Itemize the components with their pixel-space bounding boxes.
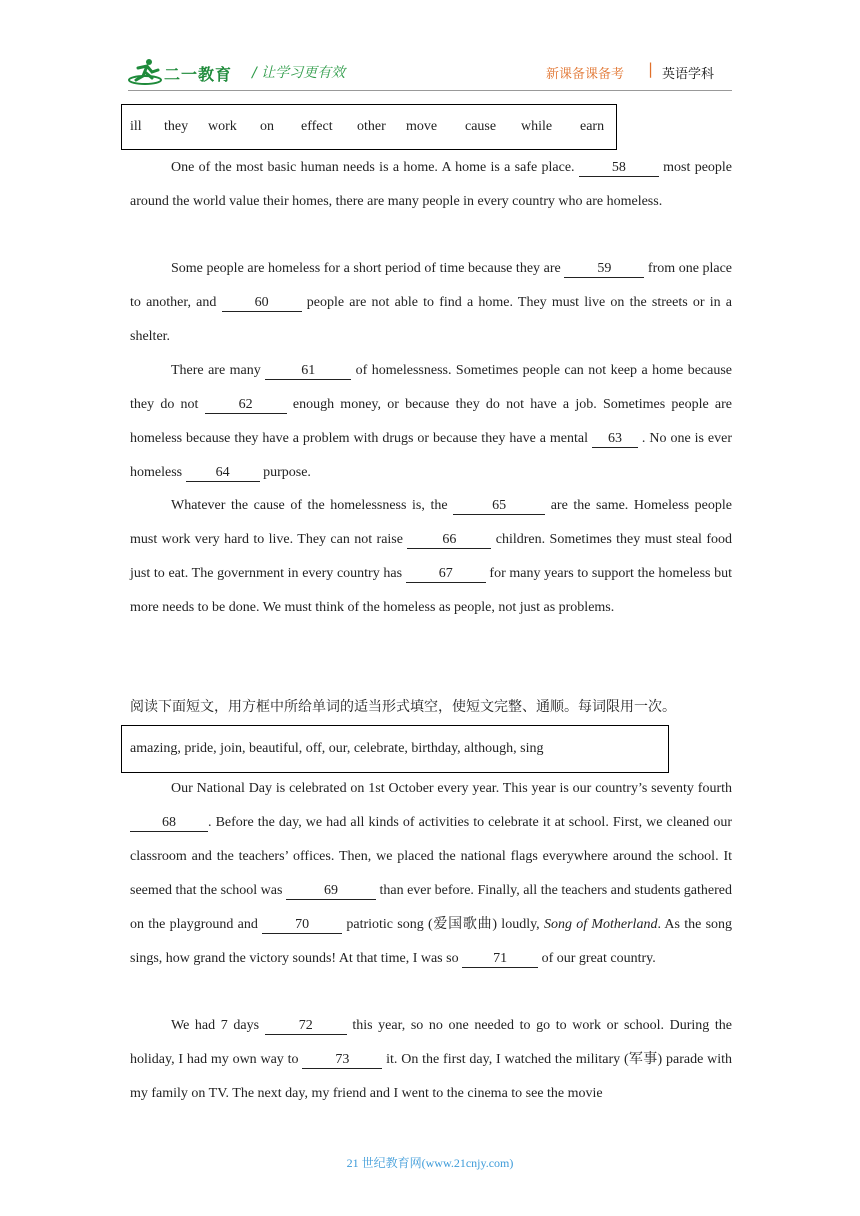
- paragraph: [130, 1009, 732, 1111]
- text-run: . No one is ever homeless: [130, 431, 732, 480]
- text-run: Whatever the cause of the homelessness is, the: [171, 498, 448, 513]
- answer-blank[interactable]: 65: [453, 498, 545, 515]
- answer-blank[interactable]: 61: [265, 363, 351, 380]
- answer-blank[interactable]: 67: [406, 566, 486, 583]
- paragraph: [130, 489, 732, 625]
- answer-blank[interactable]: 62: [205, 397, 287, 414]
- text-run: . As the song sings, how grand the victory sounds! At that time, I was so: [130, 917, 733, 966]
- text-run: people are not able to find a home. They must live on the streets or in a shelter.: [130, 295, 732, 344]
- answer-blank[interactable]: 58: [579, 160, 659, 177]
- text-run: There are many: [171, 363, 261, 378]
- logo: [128, 56, 248, 90]
- text-run: children. Sometimes they must steal food just to eat. The government in every country has: [130, 532, 733, 581]
- runner-logo-icon: [128, 56, 162, 86]
- subject-label: 英语学科: [662, 67, 715, 82]
- header-label: 新课备课备考: [546, 67, 625, 82]
- word-item: effect: [301, 119, 333, 134]
- header-divider: [128, 90, 732, 91]
- word-item: cause: [465, 119, 497, 134]
- text-run: of our great country.: [541, 951, 656, 966]
- word-item: on: [260, 119, 274, 134]
- text-run: We had 7 days: [171, 1018, 260, 1033]
- word-item: while: [521, 119, 553, 134]
- text-run: Our National Day is celebrated on 1st October every year. This year is our country’s seventy fourth: [171, 781, 732, 796]
- text-run: . Before the day, we had all kinds of activities to celebrate it at school. First, we cleaned our classroom and the teachers’ offices. Then, we placed the national flags everywhere around the school. It seemed that the school was: [130, 815, 732, 898]
- text-run: from one place to another, and: [130, 261, 733, 310]
- text-run: One of the most basic human needs is a home. A home is a safe place.: [171, 160, 575, 175]
- text-run: of homelessness. Sometimes people can not keep a home because they do not: [130, 363, 733, 412]
- word-item: work: [208, 119, 237, 134]
- song-title: Song of Motherland: [543, 917, 658, 932]
- answer-blank[interactable]: 71: [462, 951, 538, 968]
- answer-blank[interactable]: 63: [592, 431, 638, 448]
- word-box-1: [121, 104, 617, 150]
- word-item: earn: [580, 119, 605, 134]
- answer-blank[interactable]: 70: [262, 917, 342, 934]
- answer-blank[interactable]: 60: [222, 295, 302, 312]
- word-item: ill: [130, 119, 142, 134]
- answer-blank[interactable]: 59: [564, 261, 644, 278]
- instruction-text: 阅读下面短文，用方框中所给单词的适当形式填空，使短文完整、通顺。每词限用一次。: [130, 699, 676, 715]
- answer-blank[interactable]: 72: [265, 1018, 347, 1035]
- paragraph: [130, 151, 732, 219]
- paragraph: [130, 772, 732, 976]
- text-run: are the same. Homeless people must work very hard to live. They can not raise: [130, 498, 732, 547]
- text-run: Some people are homeless for a short period of time because they are: [171, 261, 561, 276]
- page-header: [128, 56, 732, 92]
- text-run: for many years to support the homeless but more needs to be done. We must think of the homeless as people, not just as problems.: [130, 566, 733, 615]
- answer-blank[interactable]: 68: [130, 815, 208, 832]
- text-run: purpose.: [263, 465, 311, 480]
- word-item: they: [164, 119, 189, 134]
- answer-blank[interactable]: 64: [186, 465, 260, 482]
- logo-text: 二一教育: [164, 65, 233, 84]
- text-run: this year, so no one needed to go to work or school. During the holiday, I had my own way to: [130, 1018, 733, 1067]
- word-box-2: [121, 725, 669, 773]
- text-run: enough money, or because they do not have a job. Sometimes people are homeless because they have a problem with drugs or because they have a mental: [130, 397, 733, 446]
- answer-blank[interactable]: 69: [286, 883, 376, 900]
- answer-blank[interactable]: 66: [407, 532, 491, 549]
- word-list: amazing, pride, join, beautiful, off, our, celebrate, birthday, although, sing: [130, 741, 544, 756]
- text-run: most people around the world value their homes, there are many people in every country who are homeless.: [130, 160, 733, 209]
- slogan: / 让学习更有效: [252, 65, 346, 81]
- text-run: it. On the first day, I watched the military (军事) parade with my family on TV. The next day, my friend and I went to the cinema to see the movie: [130, 1052, 733, 1101]
- answer-blank[interactable]: 73: [302, 1052, 382, 1069]
- paragraph: [130, 354, 732, 490]
- text-run: patriotic song (爱国歌曲) loudly,: [346, 917, 540, 932]
- text-run: than ever before. Finally, all the teachers and students gathered on the playground and: [130, 883, 732, 932]
- word-item: move: [406, 119, 438, 134]
- paragraph: [130, 252, 732, 354]
- header-separator: |: [648, 60, 654, 78]
- word-item: other: [357, 119, 386, 134]
- page-footer: 21 世纪教育网(www.21cnjy.com): [346, 1156, 514, 1170]
